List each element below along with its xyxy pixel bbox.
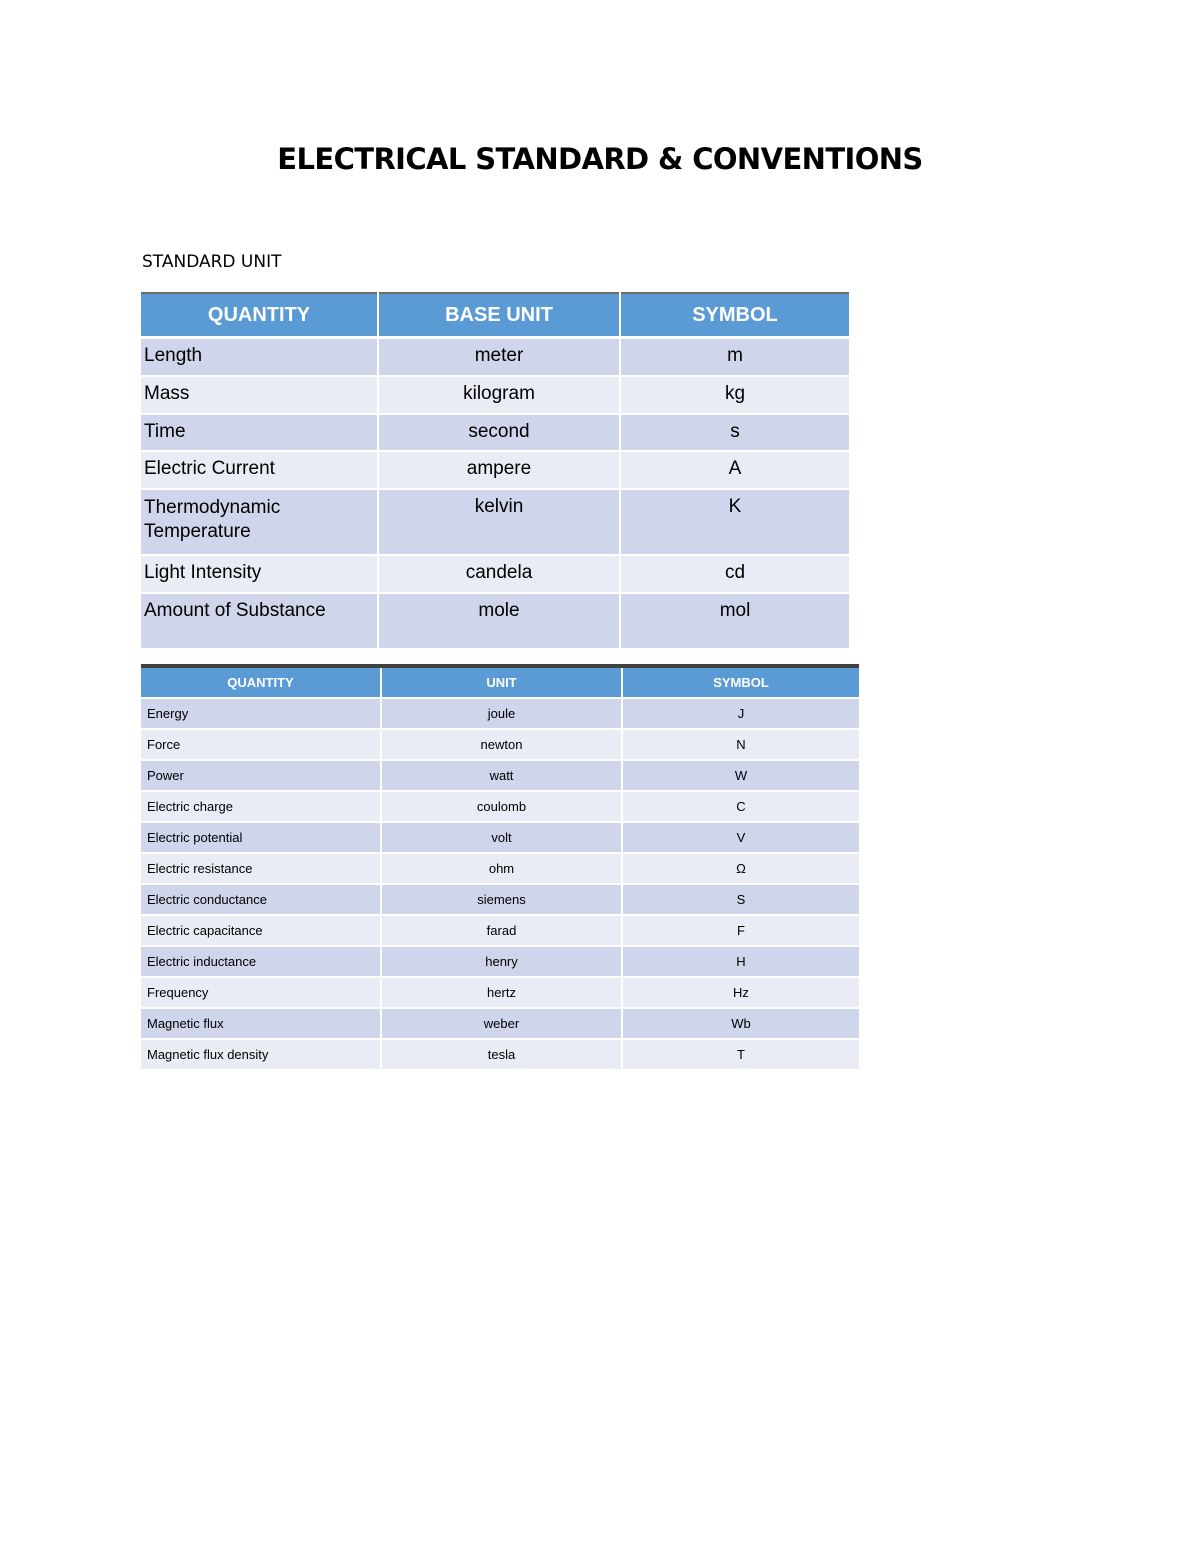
unit-cell: henry [381, 946, 622, 977]
quantity-cell: Electric Current [141, 451, 378, 489]
table-row [141, 593, 849, 649]
quantity-cell: Electric conductance [141, 884, 381, 915]
column-header-base-unit: BASE UNIT [378, 293, 620, 338]
symbol-cell: s [620, 414, 849, 451]
unit-cell: siemens [381, 884, 622, 915]
table-row [141, 489, 849, 555]
quantity-cell: Time [141, 414, 378, 451]
quantity-cell: Electric potential [141, 822, 381, 853]
table-row [141, 555, 849, 593]
derived-units-table [141, 664, 859, 1071]
quantity-cell: Magnetic flux [141, 1008, 381, 1039]
symbol-cell: Wb [622, 1008, 859, 1039]
symbol-cell: H [622, 946, 859, 977]
section-label: STANDARD UNIT [142, 252, 282, 272]
quantity-cell: Light Intensity [141, 555, 378, 593]
table-row [141, 853, 859, 884]
unit-cell: weber [381, 1008, 622, 1039]
quantity-cell: Power [141, 760, 381, 791]
unit-cell: hertz [381, 977, 622, 1008]
quantity-cell: Electric charge [141, 791, 381, 822]
table-row [141, 791, 859, 822]
symbol-cell: K [620, 489, 849, 555]
table-row [141, 451, 849, 489]
page-title: ELECTRICAL STANDARD & CONVENTIONS [277, 142, 923, 176]
symbol-cell: cd [620, 555, 849, 593]
unit-cell: newton [381, 729, 622, 760]
unit-cell: volt [381, 822, 622, 853]
symbol-cell: N [622, 729, 859, 760]
quantity-cell: Amount of Substance [141, 593, 378, 649]
unit-cell: kilogram [378, 376, 620, 414]
table-header-row [141, 293, 849, 338]
unit-cell: farad [381, 915, 622, 946]
quantity-cell: Mass [141, 376, 378, 414]
unit-cell: meter [378, 338, 620, 376]
table-row [141, 946, 859, 977]
table-row [141, 338, 849, 376]
table-row [141, 729, 859, 760]
table-row [141, 977, 859, 1008]
column-header-quantity: QUANTITY [141, 666, 381, 698]
symbol-cell: mol [620, 593, 849, 649]
unit-cell: joule [381, 698, 622, 729]
column-header-unit: UNIT [381, 666, 622, 698]
quantity-cell: Frequency [141, 977, 381, 1008]
table-row [141, 414, 849, 451]
base-units-table [141, 292, 849, 650]
symbol-cell: C [622, 791, 859, 822]
symbol-cell: Hz [622, 977, 859, 1008]
unit-cell: ohm [381, 853, 622, 884]
quantity-cell: Magnetic flux density [141, 1039, 381, 1070]
unit-cell: tesla [381, 1039, 622, 1070]
unit-cell: second [378, 414, 620, 451]
unit-cell: watt [381, 760, 622, 791]
table-row [141, 760, 859, 791]
table-row [141, 884, 859, 915]
symbol-cell: Ω [622, 853, 859, 884]
symbol-cell: V [622, 822, 859, 853]
quantity-cell: Electric capacitance [141, 915, 381, 946]
symbol-cell: kg [620, 376, 849, 414]
symbol-cell: J [622, 698, 859, 729]
unit-cell: coulomb [381, 791, 622, 822]
column-header-quantity: QUANTITY [141, 293, 378, 338]
symbol-cell: W [622, 760, 859, 791]
table-header-row [141, 666, 859, 698]
unit-cell: ampere [378, 451, 620, 489]
quantity-cell: Force [141, 729, 381, 760]
symbol-cell: m [620, 338, 849, 376]
unit-cell: kelvin [378, 489, 620, 555]
quantity-cell: Thermodynamic Temperature [141, 489, 378, 555]
table-row [141, 698, 859, 729]
quantity-cell: Electric inductance [141, 946, 381, 977]
symbol-cell: A [620, 451, 849, 489]
table-row [141, 1008, 859, 1039]
column-header-symbol: SYMBOL [622, 666, 859, 698]
symbol-cell: F [622, 915, 859, 946]
quantity-cell: Length [141, 338, 378, 376]
table-row [141, 915, 859, 946]
table-row [141, 1039, 859, 1070]
quantity-cell: Energy [141, 698, 381, 729]
unit-cell: mole [378, 593, 620, 649]
column-header-symbol: SYMBOL [620, 293, 849, 338]
symbol-cell: T [622, 1039, 859, 1070]
quantity-cell: Electric resistance [141, 853, 381, 884]
table-row [141, 822, 859, 853]
table-row [141, 376, 849, 414]
symbol-cell: S [622, 884, 859, 915]
unit-cell: candela [378, 555, 620, 593]
